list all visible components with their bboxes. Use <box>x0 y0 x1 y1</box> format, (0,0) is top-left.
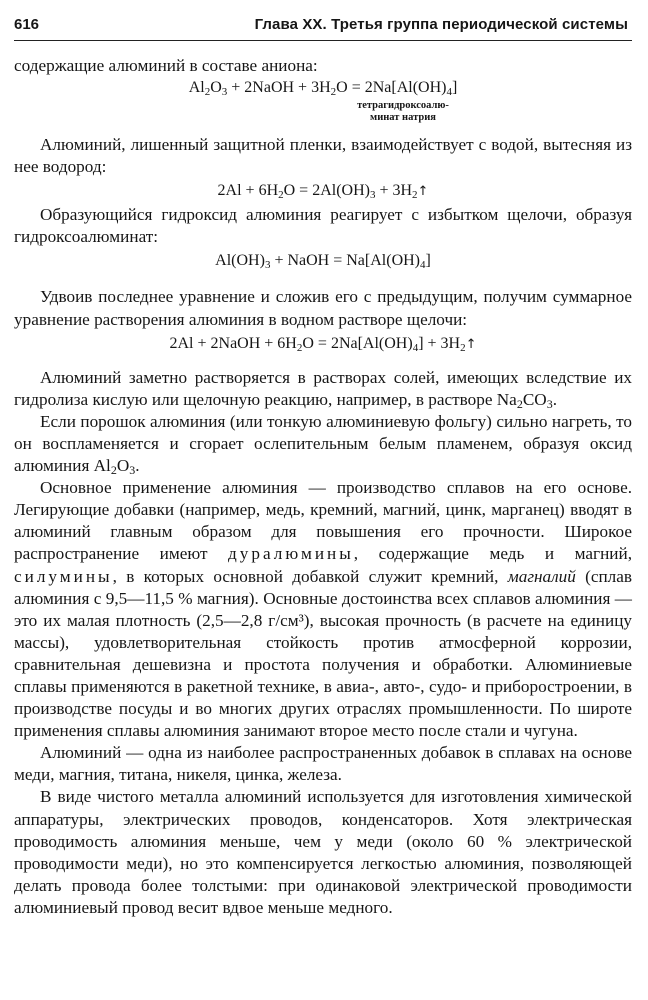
eq1-sub: 3 <box>221 86 228 99</box>
eq2-part: 2Al + 6H <box>217 182 279 200</box>
eq2-sub: 2 <box>412 189 418 202</box>
p7-text: Основное применение алюминия — производство сплавов на его основе. Легирующие добавки (например, медь, кремний, магний, цинк, марганец) вводят в алюминий главным образом для повышения его прочности. Широкое распространение имеют <box>14 478 632 564</box>
eq1-part: O <box>210 79 222 97</box>
p5-text: CO <box>522 389 547 409</box>
p7-text: (сплав алюминия с 9,5—11,5 % магния). Основные достоинства всех сплавов алюминия — это их малая плотность (2,5—2,8 г/см³), высокая прочность (в расчете на единицу массы), удовлетворительная стойкость против атмосферной коррозии, сравнительная дешевизна и простота получения и обработки. Алюминиевые сплавы применяются в ракетной технике, в авиа-, авто-, судо- и приборостроении, в производстве посуды и во многих других отраслях промышленности. По широте применения сплавы алюминия занимают второе место после стали и чугуна. <box>14 566 633 741</box>
eq1-part: ] <box>451 79 458 97</box>
eq3-part: Al(OH) <box>215 252 265 270</box>
paragraph-9: В виде чистого металла алюминий используется для изготовления химической аппаратуры, электрических проводов, конденсаторов. Хотя электрическая проводимость алюминия меньше, чем у меди (около 60 % электрической проводимости меди), но это компенсируется легкостью алюминия, позволяющей делать провода более толстыми: при одинаковой электрической проводимости алюминиевый провод весит вдвое меньше медного. <box>14 787 632 917</box>
p5-text: Алюминий заметно растворяется в растворах солей, имеющих вследствие их гидролиза кислую или щелочную реакцию, например, в растворе Na <box>14 367 632 409</box>
paragraph-4: Удвоив последнее уравнение и сложив его с предыдущим, получим суммарное уравнение растворения алюминия в водном растворе щелочи: <box>14 287 632 329</box>
eq2-part: + 3H <box>375 182 413 200</box>
eq4-sub: 4 <box>412 341 419 354</box>
p7-text: , содержащие медь и магний, <box>353 544 632 564</box>
paragraph-3: Образующийся гидроксид алюминия реагирует с избытком щелочи, образуя гидроксоалюминат: <box>14 205 632 247</box>
equation-1-label <box>14 100 632 124</box>
equation-4 <box>14 333 632 355</box>
p6-sub: 2 <box>110 463 117 478</box>
eq4-part: ] + 3H <box>418 334 461 352</box>
p5-sub: 3 <box>546 396 553 411</box>
p6-text: . <box>135 456 140 476</box>
paragraph-8: Алюминий — одна из наиболее распространенных добавок в сплавах на основе меди, магния, титана, никеля, цинка, железа. <box>14 743 632 785</box>
eq1-part: Al <box>188 79 205 97</box>
eq4-part: O = 2Na[Al(OH) <box>302 334 413 352</box>
chapter-title: Глава XX. Третья группа периодической системы <box>254 16 628 33</box>
paragraph-7 <box>14 477 632 742</box>
equation-1 <box>14 77 632 100</box>
equation-3 <box>14 250 632 272</box>
paragraph-6 <box>14 411 632 477</box>
eq2-part: O = 2Al(OH) <box>283 182 370 200</box>
eq3-part: ] <box>425 252 431 270</box>
eq1-sub: 2 <box>204 86 211 99</box>
label-line-1: тетрагидроксоалю- <box>357 100 449 112</box>
eq2-sub: 2 <box>278 189 284 202</box>
eq4-sub: 2 <box>296 341 303 354</box>
page-number: 616 <box>14 16 40 33</box>
gas-arrow-icon: ↑ <box>465 336 477 352</box>
p6-text: Если порошок алюминия (или тонкую алюминиевую фольгу) сильно нагреть, то он воспламеняется и сгорает ослепительным белым пламенем, образуя оксид алюминия Al <box>14 411 632 476</box>
eq3-sub: 3 <box>264 259 271 272</box>
eq1-sub: 4 <box>446 86 452 99</box>
p6-sub: 3 <box>129 463 136 478</box>
eq2-sub: 3 <box>369 189 376 202</box>
paragraph-2: Алюминий, лишенный защитной пленки, взаимодействует с водой, вытесняя из нее водород: <box>14 135 632 177</box>
paragraph-1: содержащие алюминий в составе аниона: <box>14 56 318 75</box>
eq1-part: O = 2Na[Al(OH) <box>336 79 447 97</box>
p5-sub: 2 <box>516 396 523 411</box>
label-line-2: минат натрия <box>370 112 436 124</box>
p5-text: . <box>552 389 557 409</box>
p7-text: , в которых основной добавкой служит кремний, <box>112 566 508 586</box>
term-magnalium: магналий <box>507 566 576 586</box>
equation-2 <box>14 180 632 202</box>
running-header <box>14 14 632 41</box>
eq3-sub: 4 <box>420 259 426 272</box>
gas-arrow-icon: ↑ <box>417 184 429 200</box>
p6-text: O <box>116 456 130 476</box>
eq1-sub: 2 <box>330 86 337 99</box>
paragraph-5 <box>14 367 632 411</box>
eq4-sub: 2 <box>460 341 466 354</box>
eq1-part: + 2NaOH + 3H <box>227 79 331 97</box>
term-duralumin: дуралюмины <box>228 544 354 564</box>
eq3-part: + NaOH = Na[Al(OH) <box>270 252 420 270</box>
eq4-part: 2Al + 2NaOH + 6H <box>169 334 297 352</box>
term-silumin: силумины <box>14 566 113 586</box>
